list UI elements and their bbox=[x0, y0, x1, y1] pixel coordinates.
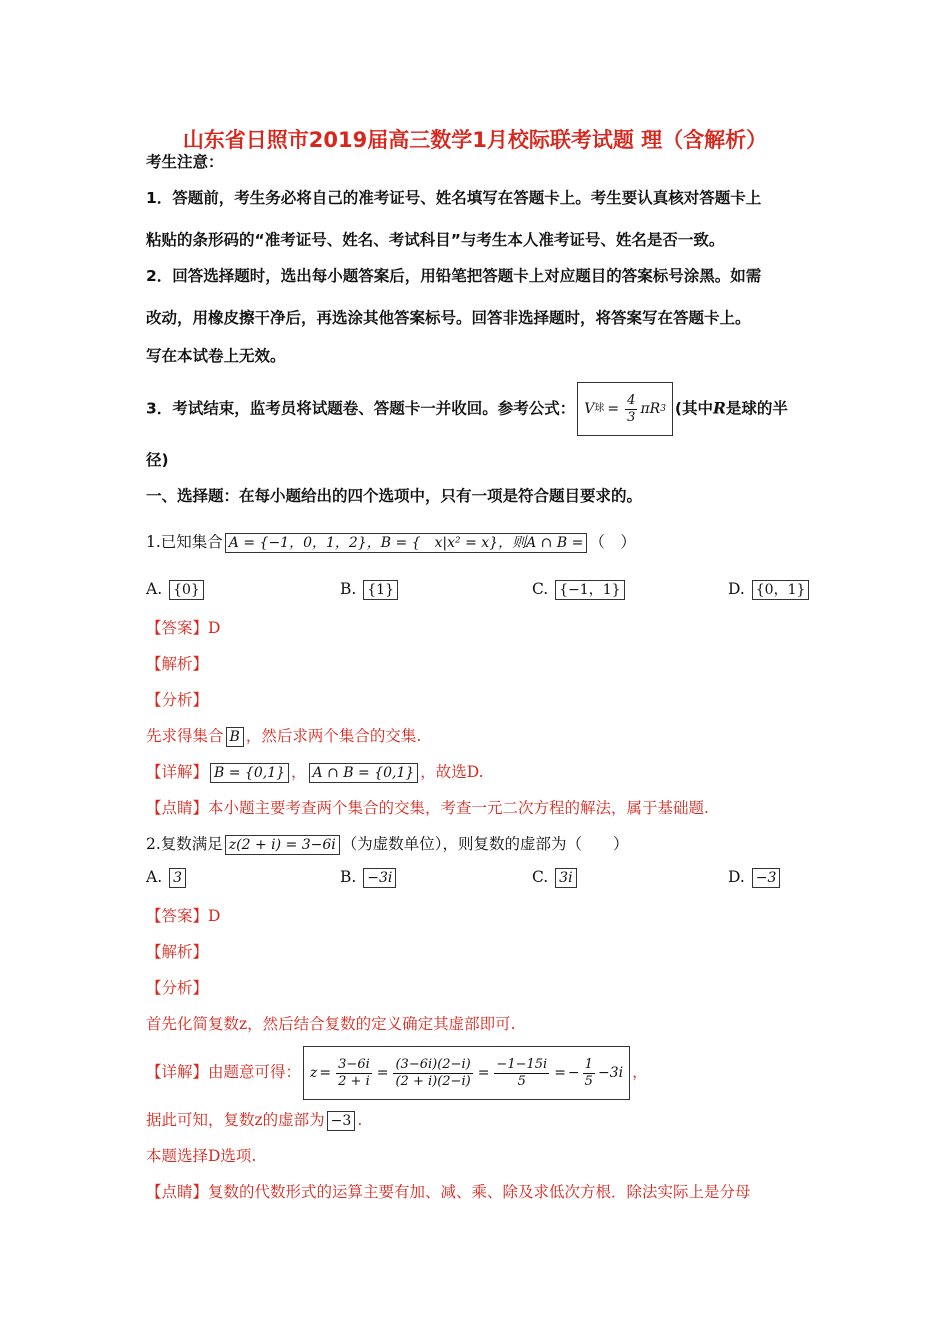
q2-option-b-value: −3i bbox=[363, 868, 396, 888]
q2-answer-tag: 【答案】 bbox=[146, 907, 209, 925]
q1-fenxi-a: 先求得集合 bbox=[146, 727, 224, 745]
q1-dianjing bbox=[146, 798, 709, 818]
notice-item3-prefix: 3．考试结束，监考员将试题卷、答题卡一并收回。参考公式： bbox=[146, 399, 576, 418]
q2-conclusion bbox=[146, 1110, 362, 1131]
formula-num: 4 bbox=[627, 392, 636, 408]
eq-sign-3: = bbox=[477, 1065, 490, 1081]
q2-detail-tag: 【详解】 bbox=[146, 1063, 209, 1081]
eq-frac-4-num: 1 bbox=[584, 1056, 593, 1072]
q1-option-d bbox=[728, 580, 811, 600]
section1-heading: 一、选择题：在每小题给出的四个选项中，只有一项是符合题目要求的。 bbox=[146, 487, 643, 505]
q2-option-c bbox=[532, 868, 579, 888]
eq-frac-1-num: 3−6i bbox=[338, 1056, 370, 1072]
formula-exp: 3 bbox=[660, 404, 666, 414]
q1-option-b-label: B. bbox=[340, 580, 357, 598]
eq-frac-2-den: (2 + i)(2−i) bbox=[395, 1073, 471, 1089]
eq-lhs: z bbox=[310, 1065, 318, 1081]
q1-fenxi-b: B bbox=[226, 727, 244, 747]
sphere-volume-formula bbox=[577, 382, 673, 436]
q1-fenxi: 【分析】 bbox=[146, 691, 209, 709]
notice-item3-r: R bbox=[713, 398, 726, 418]
notice-item3-suffix-a: (其中 bbox=[674, 399, 714, 418]
q2-option-c-label: C. bbox=[532, 868, 549, 886]
notice-item3-line1 bbox=[146, 382, 788, 436]
page-title: 山东省日照市2019届高三数学1月校际联考试题 理（含解析） bbox=[182, 128, 768, 152]
notice-item2-line3: 写在本试卷上无效。 bbox=[146, 347, 286, 365]
q2-fenxi-text: 首先化简复数z，然后结合复数的定义确定其虚部即可. bbox=[146, 1015, 516, 1033]
q2-answer bbox=[146, 906, 220, 926]
q1-detail bbox=[146, 762, 484, 783]
q1-answer bbox=[146, 618, 220, 638]
q2-option-d bbox=[728, 868, 782, 888]
q2-answer-value: D bbox=[208, 907, 221, 925]
q2-detail-text: 由题意可得： bbox=[208, 1063, 302, 1081]
q1-suffix: （ ） bbox=[589, 533, 636, 551]
q2-option-b bbox=[340, 868, 398, 888]
formula-sub: 球 bbox=[594, 403, 605, 414]
q1-option-c-label: C. bbox=[532, 580, 549, 598]
notice-item1-line2: 粘贴的条形码的“准考证号、姓名、考试科目”与考生本人准考证号、姓名是否一致。 bbox=[146, 231, 725, 249]
q2-option-a bbox=[146, 868, 188, 888]
q2-equation bbox=[303, 1046, 630, 1100]
q2-prefix: 2.复数满足 bbox=[146, 835, 223, 853]
formula-v: V bbox=[584, 401, 595, 417]
eq-frac-4-den: 5 bbox=[584, 1073, 593, 1089]
q1-option-a-value: {0} bbox=[169, 580, 204, 600]
q1-prefix: 1.已知集合 bbox=[146, 533, 223, 551]
q1-stem bbox=[146, 532, 636, 553]
q1-dianjing-text: 本小题主要考查两个集合的交集，考查一元二次方程的解法，属于基础题. bbox=[208, 799, 709, 817]
q2-fenxi: 【分析】 bbox=[146, 979, 209, 997]
notice-item1-line1: 1．答题前，考生务必将自己的准考证号、姓名填写在答题卡上。考生要认真核对答题卡上 bbox=[146, 189, 762, 207]
q1-detail-mid: ， bbox=[291, 763, 307, 781]
q2-formula: z(2 + i) = 3−6i bbox=[225, 835, 340, 855]
q1-option-b bbox=[340, 580, 400, 600]
q1-formula: A = {−1，0，1，2}，B = { x|x² = x}，则A ∩ B = bbox=[225, 533, 588, 553]
notice-item2-line1: 2．回答选择题时，选出每小题答案后，用铅笔把答题卡上对应题目的答案标号涂黑。如需 bbox=[146, 267, 762, 285]
eq-frac-1 bbox=[336, 1057, 372, 1090]
q1-detail-formula2: A ∩ B = {0,1} bbox=[309, 763, 419, 783]
eq-frac-4 bbox=[583, 1057, 595, 1090]
notice-item3-line2: 径) bbox=[146, 451, 169, 469]
eq-frac-2 bbox=[393, 1057, 472, 1090]
q2-option-d-label: D. bbox=[728, 868, 745, 886]
q2-conclude-b: . bbox=[357, 1111, 363, 1129]
q1-detail-tag: 【详解】 bbox=[146, 763, 209, 781]
eq-minus: − bbox=[567, 1065, 580, 1081]
q1-answer-tag: 【答案】 bbox=[146, 619, 209, 637]
q2-conclude-formula: −3 bbox=[327, 1111, 356, 1131]
formula-pi-r: πR bbox=[640, 401, 661, 417]
q1-answer-value: D bbox=[208, 619, 221, 637]
eq-frac-3-den: 5 bbox=[517, 1073, 526, 1089]
q2-option-b-label: B. bbox=[340, 868, 357, 886]
q1-option-c-value: {−1，1} bbox=[555, 580, 624, 600]
q2-conclude-a: 据此可知，复数z的虚部为 bbox=[146, 1111, 325, 1129]
q1-option-b-value: {1} bbox=[363, 580, 398, 600]
eq-frac-2-num: (3−6i)(2−i) bbox=[395, 1056, 471, 1072]
eq-frac-3 bbox=[494, 1057, 549, 1090]
eq-tail: −3i bbox=[597, 1065, 624, 1081]
q2-choose: 本题选择D选项. bbox=[146, 1147, 257, 1165]
q2-suffix: （为虚数单位），则复数的虚部为（ ） bbox=[341, 835, 629, 853]
q1-option-a bbox=[146, 580, 206, 600]
q1-jiexi: 【解析】 bbox=[146, 655, 209, 673]
eq-sign-4: = bbox=[554, 1065, 566, 1081]
q2-option-a-label: A. bbox=[146, 868, 163, 886]
q2-dianjing bbox=[146, 1182, 751, 1202]
q2-dianjing-text: 复数的代数形式的运算主要有加、减、乘、除及求低次方根．除法实际上是分母 bbox=[208, 1183, 751, 1201]
q1-detail-end: ，故选D. bbox=[420, 763, 484, 781]
q1-option-d-label: D. bbox=[728, 580, 745, 598]
q2-detail bbox=[146, 1046, 648, 1100]
q2-jiexi: 【解析】 bbox=[146, 943, 209, 961]
q1-option-d-value: {0，1} bbox=[752, 580, 810, 600]
q1-option-c bbox=[532, 580, 627, 600]
eq-sign-1: = bbox=[319, 1065, 332, 1081]
formula-den: 3 bbox=[627, 409, 636, 425]
q2-stem bbox=[146, 834, 629, 855]
q1-option-a-label: A. bbox=[146, 580, 163, 598]
q2-dianjing-tag: 【点睛】 bbox=[146, 1183, 209, 1201]
eq-sign-2: = bbox=[376, 1065, 389, 1081]
notice-heading: 考生注意： bbox=[146, 153, 224, 171]
formula-eq: = bbox=[607, 401, 620, 417]
eq-frac-1-den: 2 + i bbox=[338, 1073, 370, 1089]
eq-frac-3-num: −1−15i bbox=[496, 1056, 548, 1072]
q2-option-a-value: 3 bbox=[169, 868, 186, 888]
q1-dianjing-tag: 【点睛】 bbox=[146, 799, 209, 817]
q1-detail-formula1: B = {0,1} bbox=[210, 763, 289, 783]
q2-detail-end: ， bbox=[632, 1063, 648, 1081]
q2-option-d-value: −3 bbox=[752, 868, 781, 888]
notice-item3-suffix-b: 是球的半 bbox=[725, 399, 788, 418]
notice-item2-line2: 改动，用橡皮擦干净后，再选涂其他答案标号。回答非选择题时，将答案写在答题卡上。 bbox=[146, 309, 751, 327]
q2-option-c-value: 3i bbox=[555, 868, 576, 888]
q1-fenxi-c: ，然后求两个集合的交集. bbox=[245, 727, 422, 745]
q1-fenxi-text bbox=[146, 726, 421, 747]
formula-fraction bbox=[625, 393, 637, 426]
